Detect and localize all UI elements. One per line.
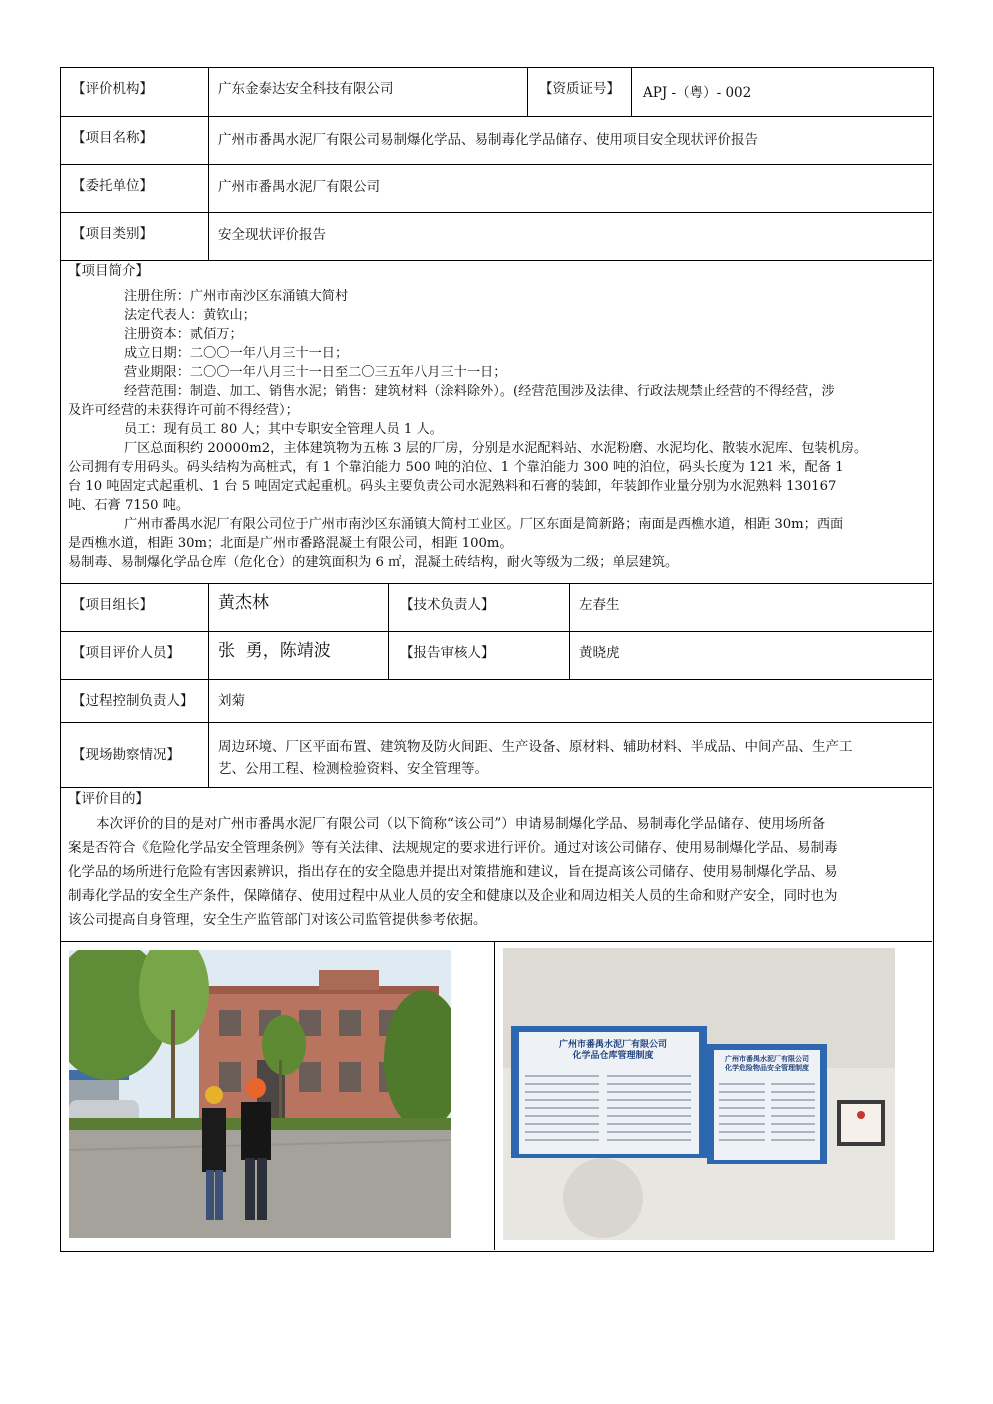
org-value: 广东金泰达安全科技有限公司 <box>218 81 394 97</box>
purpose-line: 该公司提高自身管理，安全生产监管部门对该公司监管提供参考依据。 <box>68 912 487 928</box>
col-divider <box>569 583 570 679</box>
cert-value: APJ -（粤）- 002 <box>643 85 752 101</box>
leader-label: 【项目组长】 <box>72 597 153 613</box>
intro-line: 经营范围：制造、加工、销售水泥；销售：建筑材料（涂料除外）。(经营范围涉及法律、行政法规禁止经营的不得经营，涉 <box>124 384 835 399</box>
intro-line: 注册住所：广州市南沙区东涌镇大简村 <box>124 289 349 304</box>
tech-value: 左春生 <box>579 597 620 613</box>
col-divider <box>527 67 528 116</box>
intro-line: 厂区总面积约 20000m2，主体建筑物为五栋 3 层的厂房，分别是水泥配料站、水泥粉磨、水泥均化、散装水泥库、包装机房。 <box>124 441 868 456</box>
board2-title <box>715 1054 819 1072</box>
cert-label: 【资质证号】 <box>539 81 620 97</box>
board1-title <box>543 1040 683 1062</box>
project-name-label: 【项目名称】 <box>72 130 153 146</box>
purpose-line: 案是否符合《危险化学品安全管理条例》等有关法律、法规规定的要求进行评价。通过对该公司储存、使用易制爆化学品、易制毒 <box>68 840 838 856</box>
purpose-line: 化学品的场所进行危险有害因素辨识，指出存在的安全隐患并提出对策措施和建议，旨在提高该公司储存、使用易制爆化学品、易 <box>68 864 838 880</box>
board2-line1: 广州市番禺水泥厂有限公司 <box>725 1054 809 1063</box>
col-divider <box>494 941 495 1250</box>
survey-line: 艺、公用工程、检测检验资料、安全管理等。 <box>218 761 488 777</box>
evaluators-value: 张 勇，陈靖波 <box>218 641 331 661</box>
board1-line1: 广州市番禺水泥厂有限公司 <box>558 1040 667 1050</box>
client-value: 广州市番禺水泥厂有限公司 <box>218 179 380 195</box>
intro-text <box>68 287 924 572</box>
board1-line2: 化学品仓库管理制度 <box>572 1051 654 1061</box>
reviewer-label: 【报告审核人】 <box>400 645 495 661</box>
intro-line: 吨、石膏 7150 吨。 <box>68 498 190 513</box>
intro-line: 易制毒、易制爆化学品仓库（危化仓）的建筑面积为 6 ㎡，混凝土砖结构，耐火等级为二级；单层建筑。 <box>68 555 679 570</box>
leader-value: 黄杰林 <box>218 593 269 613</box>
col-divider <box>208 583 209 787</box>
row-divider <box>60 679 932 680</box>
row-divider <box>60 260 932 261</box>
col-divider <box>631 67 632 116</box>
intro-line: 营业期限：二〇〇一年八月三十一日至二〇三五年八月三十一日； <box>124 365 507 380</box>
intro-line: 注册资本：贰佰万； <box>124 327 243 342</box>
row-divider <box>60 164 932 165</box>
intro-line: 法定代表人：黄钦山； <box>124 308 256 323</box>
row-divider <box>60 116 932 117</box>
evaluators-label: 【项目评价人员】 <box>72 645 180 661</box>
intro-label: 【项目简介】 <box>68 263 149 279</box>
org-label: 【评价机构】 <box>72 81 153 97</box>
project-name-value: 广州市番禺水泥厂有限公司易制爆化学品、易制毒化学品储存、使用项目安全现状评价报告 <box>218 132 758 148</box>
category-value: 安全现状评价报告 <box>218 227 326 243</box>
row-divider <box>60 583 932 584</box>
intro-line: 员工：现有员工 80 人；其中专职安全管理人员 1 人。 <box>124 422 443 437</box>
intro-line: 广州市番禺水泥厂有限公司位于广州市南沙区东涌镇大简村工业区。厂区东面是简新路；南面是西樵水道，相距 30m；西面 <box>124 517 844 532</box>
survey-line: 周边环境、厂区平面布置、建筑物及防火间距、生产设备、原材料、辅助材料、半成品、中间产品、生产工 <box>218 739 853 755</box>
process-value: 刘菊 <box>218 693 245 709</box>
purpose-line: 制毒化学品的安全生产条件，保障储存、使用过程中从业人员的安全和健康以及企业和周边相关人员的生命和财产安全，同时也为 <box>68 888 838 904</box>
col-divider <box>388 583 389 679</box>
intro-line: 台 10 吨固定式起重机、1 台 5 吨固定式起重机。码头主要负责公司水泥熟料和石膏的装卸，年装卸作业量分别为水泥熟料 130167 <box>68 479 837 494</box>
process-label: 【过程控制负责人】 <box>72 693 194 709</box>
purpose-label: 【评价目的】 <box>68 791 149 807</box>
category-label: 【项目类别】 <box>72 226 153 242</box>
client-label: 【委托单位】 <box>72 178 153 194</box>
intro-line: 公司拥有专用码头。码头结构为高桩式，有 1 个靠泊能力 500 吨的泊位、1 个靠泊能力 300 吨的泊位，码头长度为 121 米，配备 1 <box>68 460 844 475</box>
notice-boards-image <box>503 948 895 1240</box>
row-divider <box>60 212 932 213</box>
purpose-line: 本次评价的目的是对广州市番禺水泥厂有限公司（以下简称“该公司”）申请易制爆化学品、易制毒化学品储存、使用场所备 <box>96 816 826 832</box>
intro-line: 是西樵水道，相距 30m；北面是广州市番路混凝土有限公司，相距 100m。 <box>68 536 513 551</box>
reviewer-value: 黄晓虎 <box>579 645 620 661</box>
row-divider <box>60 631 932 632</box>
col-divider <box>208 67 209 260</box>
site-photo-outdoor-image <box>69 950 451 1238</box>
purpose-text <box>68 812 924 932</box>
row-divider <box>60 941 932 942</box>
intro-line: 成立日期：二〇〇一年八月三十一日； <box>124 346 349 361</box>
survey-label: 【现场勘察情况】 <box>72 747 180 763</box>
tech-label: 【技术负责人】 <box>400 597 495 613</box>
board2-line2: 化学危险物品安全管理制度 <box>725 1063 809 1072</box>
row-divider <box>60 722 932 723</box>
intro-line: 及许可经营的未获得许可前不得经营）； <box>68 403 299 418</box>
site-photo-outdoor <box>69 950 451 1238</box>
site-photo-notice-boards <box>503 948 895 1240</box>
row-divider <box>60 787 932 788</box>
